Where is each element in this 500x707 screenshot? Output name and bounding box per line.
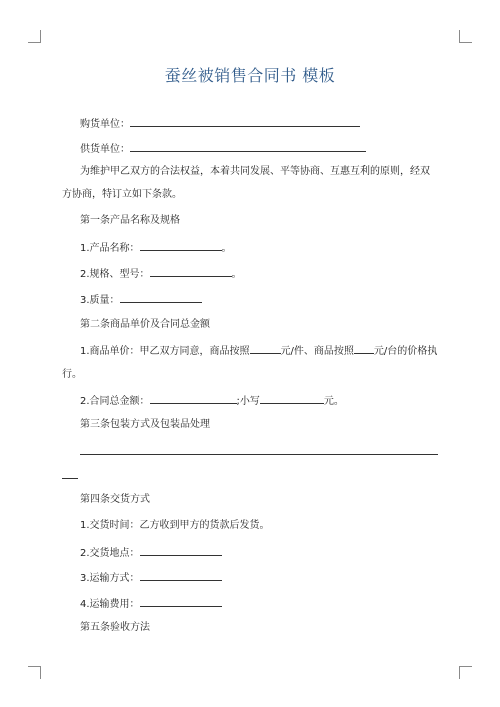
page-corner-bottom-right: [459, 666, 472, 679]
quality-blank[interactable]: [120, 293, 202, 303]
document-title: 蚕丝被销售合同书 模板: [164, 66, 336, 85]
article-4-item-1: 1.交货时间：乙方收到甲方的货款后发货。: [80, 520, 270, 531]
buyer-label: 购货单位：: [80, 119, 130, 130]
seller-line: [80, 142, 366, 156]
article-1-heading: 第一条产品名称及规格: [80, 215, 180, 226]
page-corner-top-right: [459, 30, 472, 43]
product-name-blank[interactable]: [140, 241, 222, 251]
total-amount-label: 2.合同总金额：: [80, 396, 150, 407]
article-2-heading: 第二条商品单价及合同总金额: [80, 319, 210, 330]
quality-label: 3.质量：: [80, 295, 120, 306]
buyer-blank[interactable]: [130, 117, 360, 127]
lowercase-label: ;小写: [236, 396, 260, 407]
article-1-item-2: [80, 267, 242, 281]
intro-line-2: 方协商，特订立如下条款。: [62, 189, 182, 200]
article-4-item-2: [80, 546, 222, 560]
seller-label: 供货单位：: [80, 144, 130, 155]
unit-price-text-a: 1.商品单价：甲乙双方同意，商品按照: [80, 346, 250, 357]
total-amount-lower-blank[interactable]: [260, 394, 324, 404]
article-2-item-1-cont: 行。: [62, 369, 82, 380]
unit-price-text-b: 元/件、商品按照: [280, 346, 354, 357]
total-amount-upper-blank[interactable]: [150, 394, 237, 404]
period: 。: [231, 269, 242, 280]
transport-method-label: 3.运输方式：: [80, 573, 140, 584]
page-corner-bottom-left: [28, 666, 41, 679]
packaging-blank-line-cont[interactable]: [62, 478, 78, 479]
product-name-label: 1.产品名称：: [80, 243, 140, 254]
spec-model-label: 2.规格、型号：: [80, 269, 150, 280]
article-1-item-3: [80, 293, 202, 307]
seller-blank[interactable]: [130, 142, 366, 152]
delivery-place-blank[interactable]: [140, 546, 222, 556]
price-per-unit-blank[interactable]: [354, 344, 374, 354]
article-5-heading: 第五条验收方法: [80, 622, 150, 633]
intro-line-1: 为维护甲乙双方的合法权益，本着共同发展、平等协商、互惠互利的原则，经双: [80, 166, 430, 177]
article-4-item-4: [80, 597, 222, 611]
period: 。: [221, 243, 232, 254]
article-2-item-2: [80, 394, 344, 408]
page-corner-top-left: [28, 30, 41, 43]
price-per-piece-blank[interactable]: [250, 344, 281, 354]
article-3-heading: 第三条包装方式及包装品处理: [80, 419, 210, 430]
transport-cost-label: 4.运输费用：: [80, 599, 140, 610]
article-4-item-3: [80, 571, 222, 585]
transport-method-blank[interactable]: [140, 571, 222, 581]
unit-price-text-c: 元/台的价格执: [373, 346, 438, 357]
packaging-blank-line[interactable]: [80, 454, 438, 455]
delivery-place-label: 2.交货地点：: [80, 548, 140, 559]
article-4-heading: 第四条交货方式: [80, 494, 150, 505]
buyer-line: [80, 117, 360, 131]
article-2-item-1: [80, 344, 437, 358]
yuan-suffix: 元。: [323, 396, 344, 407]
spec-model-blank[interactable]: [150, 267, 232, 277]
transport-cost-blank[interactable]: [140, 597, 222, 607]
article-1-item-1: [80, 241, 232, 255]
